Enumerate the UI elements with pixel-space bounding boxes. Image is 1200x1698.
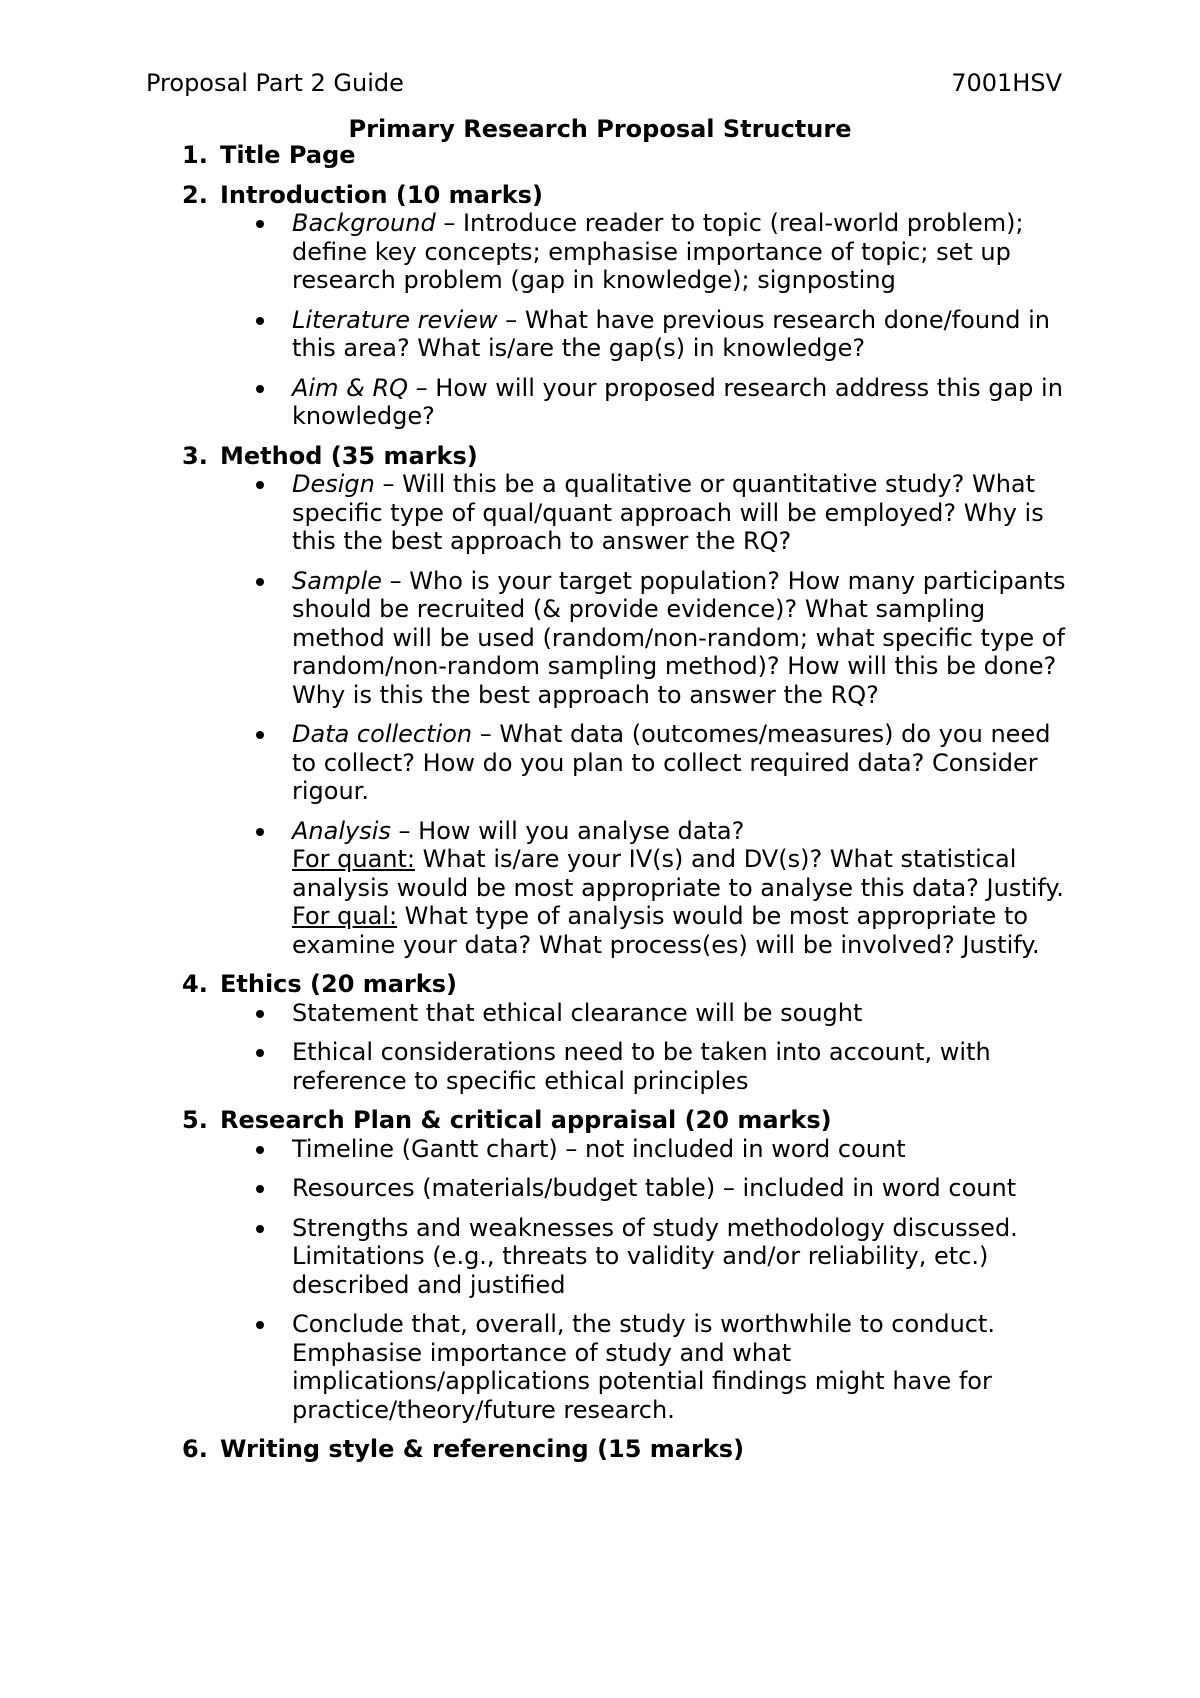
list-item	[292, 306, 1072, 363]
item-term: Aim & RQ	[292, 373, 409, 402]
section-heading	[182, 1106, 1072, 1135]
section-heading-text: Research Plan & critical appraisal (20 marks)	[220, 1106, 832, 1134]
bullet-list	[182, 999, 1072, 1096]
item-text: Conclude that, overall, the study is worthwhile to conduct. Emphasise importance of study and what implications/applications potential findings might have for practice/theory/future research.	[292, 1310, 996, 1424]
list-item	[292, 1135, 1072, 1164]
section-number: 1.	[182, 141, 208, 169]
item-text: – Who is your target population? How many participants should be recruited (& provide evidence)? What sampling method will be used (random/non-random; what specific type of random/non-random sampling method)? How will this be done? Why is this the best approach to answer the RQ?	[292, 566, 1066, 709]
list-item	[292, 1214, 1072, 1300]
qual-line	[292, 902, 1072, 959]
bullet-icon	[256, 481, 264, 489]
section-number: 4.	[182, 970, 208, 998]
quant-line	[292, 845, 1072, 902]
list-item	[292, 1310, 1072, 1424]
item-term: Analysis	[292, 816, 391, 845]
item-text: Strengths and weaknesses of study methodology discussed. Limitations (e.g., threats to validity and/or reliability, etc.) described and justified	[292, 1213, 1018, 1299]
bullet-icon	[256, 1321, 264, 1329]
bullet-list	[182, 1135, 1072, 1425]
bullet-icon	[256, 1010, 264, 1018]
qual-label: For qual:	[292, 902, 398, 930]
bullet-icon	[256, 731, 264, 739]
section-title-page	[182, 141, 1072, 170]
quant-text: What is/are your IV(s) and DV(s)? What statistical analysis would be most appropriate to analyse this data? Justify.	[292, 845, 1064, 902]
item-text: Statement that ethical clearance will be sought	[292, 998, 863, 1027]
section-writing-style	[182, 1435, 1072, 1464]
item-text: Resources (materials/budget table) – included in word count	[292, 1174, 1017, 1202]
bullet-list	[182, 209, 1072, 431]
document-body	[182, 141, 1072, 1464]
list-item	[292, 374, 1072, 431]
item-term: Sample	[292, 566, 382, 595]
list-item	[292, 817, 1072, 960]
list-item	[292, 470, 1072, 556]
list-item	[292, 209, 1072, 295]
bullet-icon	[256, 578, 264, 586]
item-term: Background	[292, 209, 436, 237]
item-term: Literature review	[292, 305, 498, 334]
section-heading	[182, 970, 1072, 999]
section-heading-text: Method (35 marks)	[220, 441, 478, 470]
section-heading	[182, 141, 1072, 170]
list-item	[292, 567, 1072, 710]
document-title: Primary Research Proposal Structure	[348, 115, 852, 143]
section-heading	[182, 181, 1072, 210]
section-number: 5.	[182, 1106, 208, 1134]
section-method	[182, 442, 1072, 960]
section-heading-text: Ethics (20 marks)	[220, 970, 458, 998]
bullet-icon	[256, 1225, 264, 1233]
section-heading-text: Title Page	[220, 141, 356, 169]
list-item	[292, 720, 1072, 806]
bullet-icon	[256, 385, 264, 393]
bullet-list	[182, 470, 1072, 959]
section-introduction	[182, 181, 1072, 431]
section-ethics	[182, 970, 1072, 1095]
bullet-icon	[256, 828, 264, 836]
list-item	[292, 1038, 1072, 1095]
quant-label: For quant:	[292, 845, 415, 873]
section-heading-text: Introduction (10 marks)	[220, 180, 543, 209]
list-item	[292, 1174, 1072, 1203]
item-term: Design	[292, 470, 375, 498]
section-heading-text: Writing style & referencing (15 marks)	[220, 1435, 745, 1463]
section-heading	[182, 442, 1072, 471]
section-number: 2.	[182, 180, 208, 209]
item-term: Data collection	[292, 720, 473, 748]
bullet-icon	[256, 220, 264, 228]
bullet-icon	[256, 1049, 264, 1057]
qual-text: What type of analysis would be most appropriate to examine your data? What process(es) will be involved? Justify.	[292, 902, 1040, 959]
item-text: Ethical considerations need to be taken into account, with reference to specific ethical principles	[292, 1038, 991, 1095]
list-item	[292, 999, 1072, 1028]
header-right: 7001HSV	[951, 69, 1062, 97]
page-header	[146, 68, 1062, 98]
item-text: – What have previous research done/found in this area? What is/are the gap(s) in knowledge?	[292, 305, 1051, 362]
item-text: – How will you analyse data?	[390, 816, 745, 845]
bullet-icon	[256, 1146, 264, 1154]
item-text: – Introduce reader to topic (real-world problem); define key concepts; emphasise importance of topic; set up research problem (gap in knowledge); signposting	[292, 209, 1024, 294]
item-text: – Will this be a qualitative or quantitative study? What specific type of qual/quant approach will be employed? Why is this the best approach to answer the RQ?	[292, 470, 1044, 555]
item-text: Timeline (Gantt chart) – not included in word count	[292, 1134, 906, 1163]
bullet-icon	[256, 1185, 264, 1193]
header-left: Proposal Part 2 Guide	[146, 69, 404, 97]
section-number: 3.	[182, 441, 208, 470]
section-heading	[182, 1435, 1072, 1464]
section-number: 6.	[182, 1435, 208, 1463]
section-research-plan	[182, 1106, 1072, 1424]
bullet-icon	[256, 317, 264, 325]
item-text: – What data (outcomes/measures) do you need to collect? How do you plan to collect required data? Consider rigour.	[292, 720, 1051, 805]
item-text: – How will your proposed research address this gap in knowledge?	[292, 373, 1063, 430]
